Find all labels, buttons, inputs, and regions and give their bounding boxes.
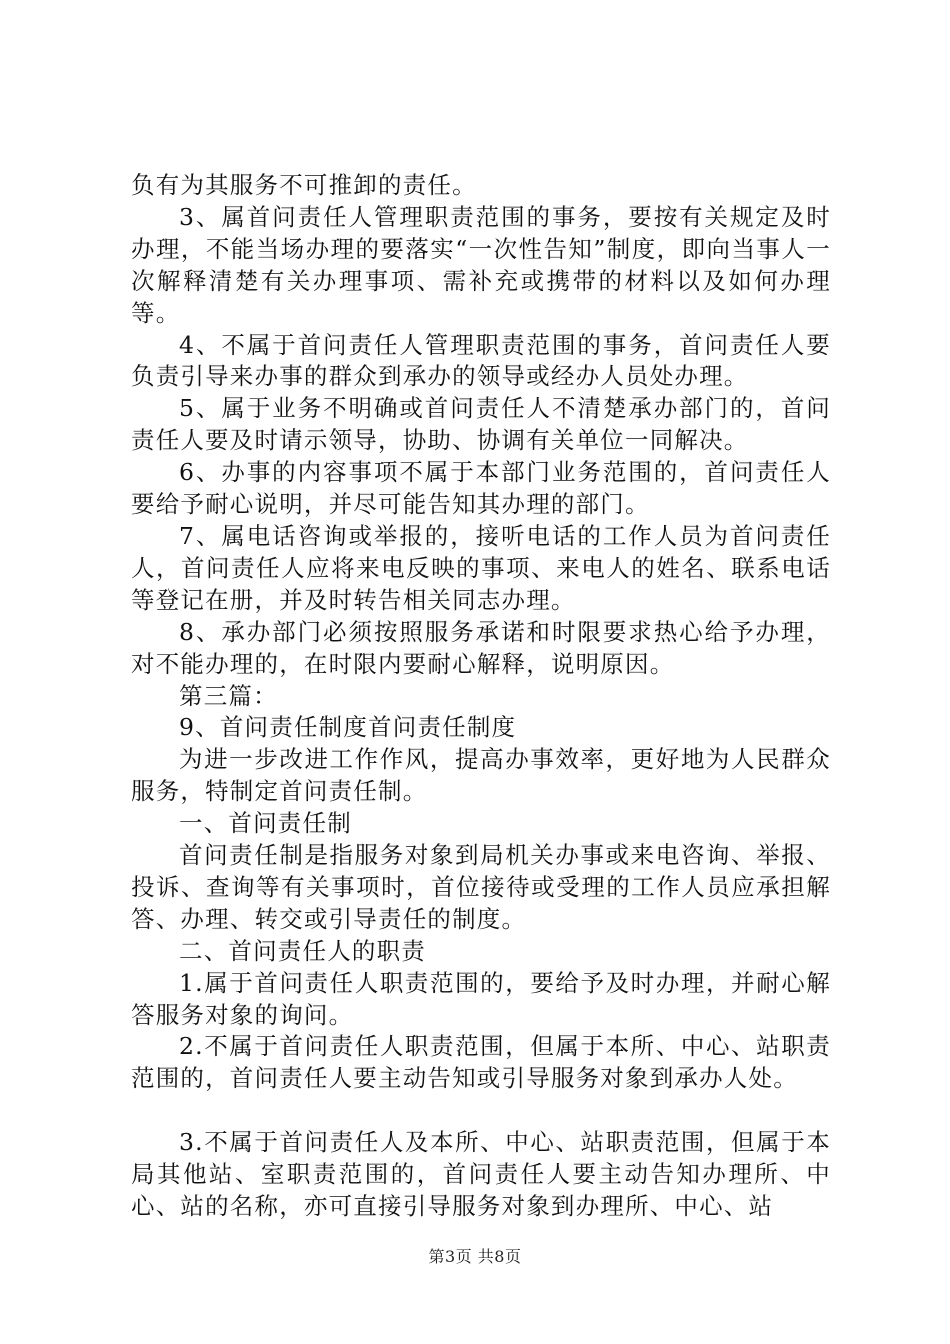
page-number: 第3页 共8页 bbox=[428, 1247, 522, 1266]
paragraph: 7、属电话咨询或举报的，接听电话的工作人员为首问责任人，首问责任人应将来电反映的事项、来电人的姓名、联系电话等登记在册，并及时转告相关同志办理。 bbox=[131, 521, 831, 614]
paragraph: 为进一步改进工作作风，提高办事效率，更好地为人民群众服务，特制定首问责任制。 bbox=[131, 745, 831, 806]
paragraph: 5、属于业务不明确或首问责任人不清楚承办部门的，首问责任人要及时请示领导，协助、协调有关单位一同解决。 bbox=[131, 394, 831, 455]
section-heading: 第三篇： bbox=[179, 681, 278, 710]
paragraph: 3、属首问责任人管理职责范围的事务，要按有关规定及时办理，不能当场办理的要落实“一次性告知”制度，即向当事人一次解释清楚有关办理事项、需补充或携带的材料以及如何办理等。 bbox=[131, 202, 831, 327]
subsection-heading: 一、首问责任制 bbox=[179, 809, 352, 838]
list-item: 2.不属于首问责任人职责范围，但属于本所、中心、站职责范围的，首问责任人要主动告知或引导服务对象到承办人处。 bbox=[131, 1032, 831, 1093]
paragraph: 8、承办部门必须按照服务承诺和时限要求热心给予办理，对不能办理的，在时限内要耐心解释，说明原因。 bbox=[131, 617, 831, 678]
subsection-heading: 二、首问责任人的职责 bbox=[179, 936, 426, 965]
paragraph: 4、不属于首问责任人管理职责范围的事务，首问责任人要负责引导来办事的群众到承办的领导或经办人员处办理。 bbox=[131, 330, 831, 391]
paragraph: 6、办事的内容事项不属于本部门业务范围的，首问责任人要给予耐心说明，并尽可能告知其办理的部门。 bbox=[131, 458, 831, 519]
paragraph: 负有为其服务不可推卸的责任。 bbox=[131, 171, 477, 199]
section-title: 9、首问责任制度首问责任制度 bbox=[179, 713, 517, 742]
list-item: 1.属于首问责任人职责范围的，要给予及时办理，并耐心解答服务对象的询问。 bbox=[131, 968, 831, 1029]
document-body bbox=[131, 170, 831, 1223]
paragraph: 首问责任制是指服务对象到局机关办事或来电咨询、举报、投诉、查询等有关事项时，首位接待或受理的工作人员应承担解答、办理、转交或引导责任的制度。 bbox=[131, 841, 831, 933]
list-item: 3.不属于首问责任人及本所、中心、站职责范围，但属于本局其他站、室职责范围的，首问责任人要主动告知办理所、中心、站的名称，亦可直接引导服务对象到办理所、中心、站 bbox=[131, 1128, 831, 1221]
